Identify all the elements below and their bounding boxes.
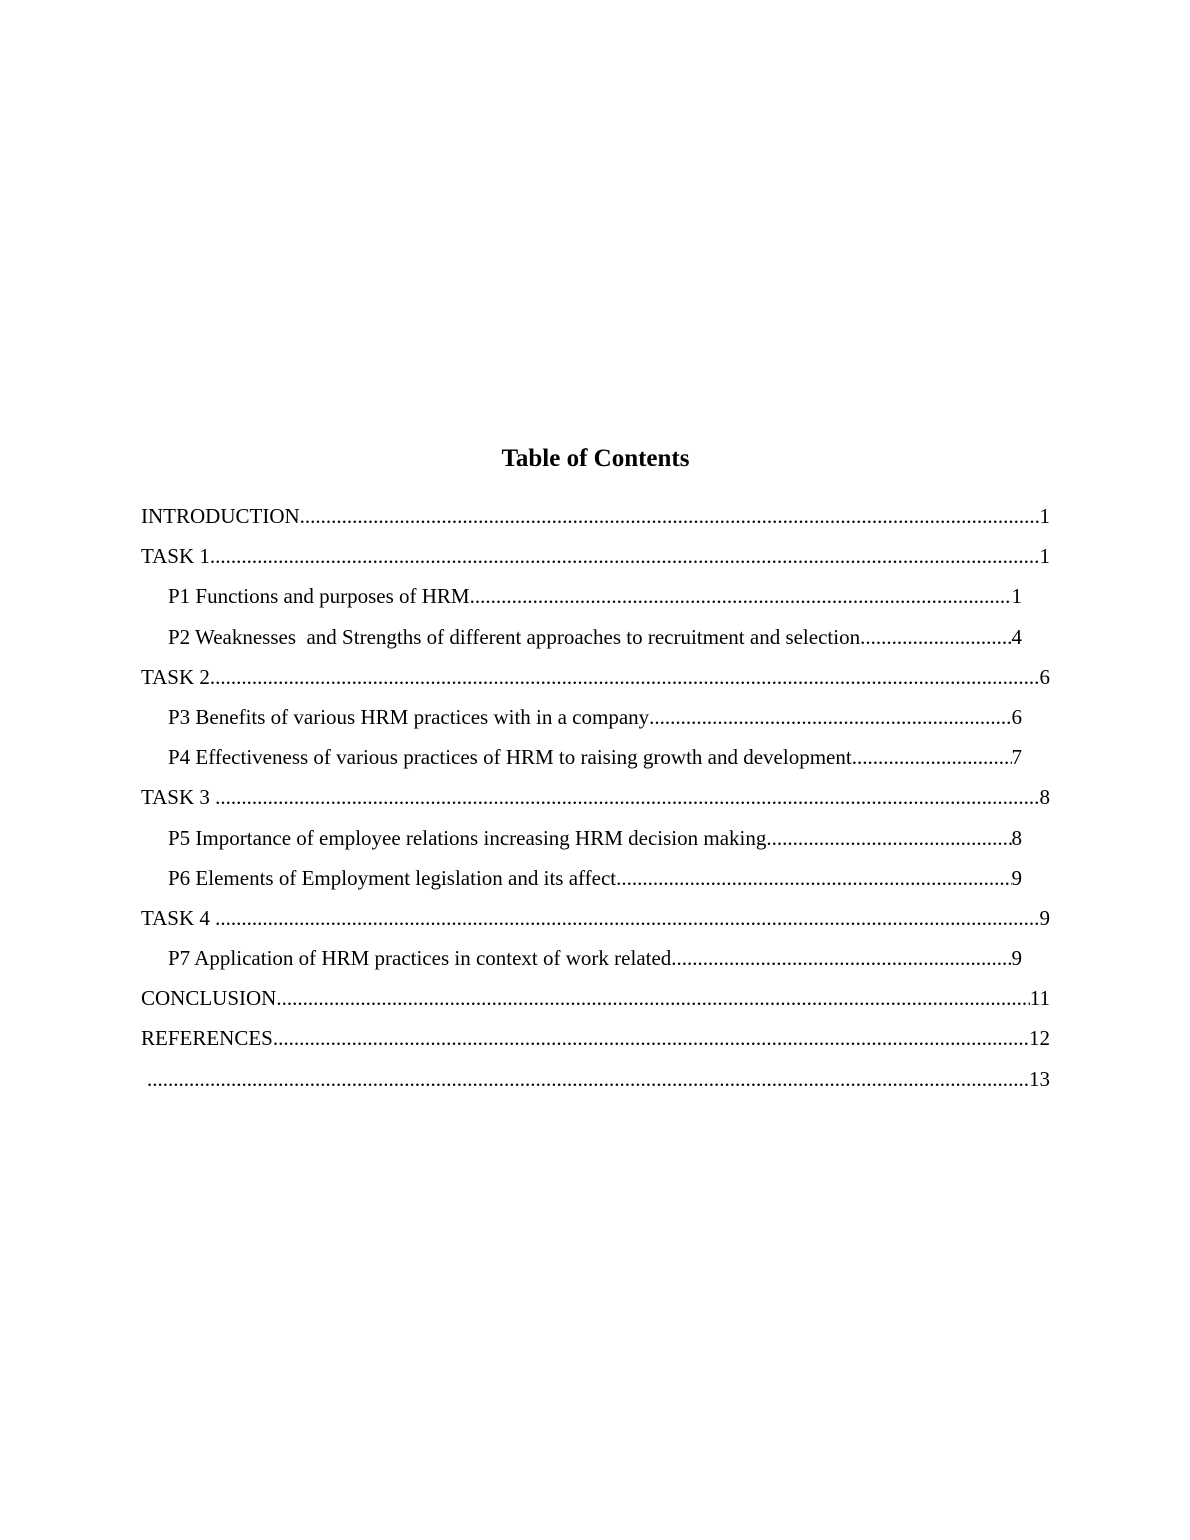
toc-entry-p5[interactable] <box>168 818 1022 858</box>
toc-page-number: 7 <box>1011 745 1022 770</box>
toc-entry-text: P4 Effectiveness of various practices of HRM to raising growth and development <box>168 745 852 770</box>
toc-title: Table of Contents <box>501 445 690 472</box>
toc-page-number: 13 <box>1029 1066 1050 1091</box>
toc-entry-text: TASK 1 <box>141 544 210 569</box>
toc-page-number: 8 <box>1011 825 1022 850</box>
toc-page-number: 1 <box>1011 584 1022 609</box>
toc-leader-dots <box>215 898 1039 938</box>
toc-page-number: 6 <box>1011 704 1022 729</box>
toc-leader-dots <box>300 496 1040 536</box>
toc-page-number: 1 <box>1039 544 1050 569</box>
toc-page-number: 4 <box>1011 624 1022 649</box>
toc-page-number: 9 <box>1011 946 1022 971</box>
toc-entry-p7[interactable] <box>168 938 1022 978</box>
toc-entry-text: P5 Importance of employee relations increasing HRM decision making <box>168 825 767 850</box>
toc-entry-text: TASK 3 <box>141 785 216 810</box>
toc-entry-conclusion[interactable] <box>141 978 1050 1018</box>
toc-entry-text: TASK 2 <box>141 664 210 689</box>
toc-leader-dots <box>860 617 1011 657</box>
toc-entry-text: CONCLUSION <box>141 986 277 1011</box>
toc-entry-text: P3 Benefits of various HRM practices with in a company <box>168 704 650 729</box>
toc-entry-p6[interactable] <box>168 858 1022 898</box>
toc-list <box>141 496 1050 1099</box>
toc-leader-dots <box>215 777 1039 817</box>
toc-page-number: 9 <box>1011 865 1022 890</box>
toc-entry-task-3[interactable] <box>141 777 1050 817</box>
toc-page-number: 8 <box>1039 785 1050 810</box>
toc-leader-dots <box>210 657 1040 697</box>
toc-entry-task-1[interactable] <box>141 536 1050 576</box>
toc-entry-text: INTRODUCTION <box>141 504 300 528</box>
toc-entry-text: P2 Weaknesses and Strengths of different approaches to recruitment and selection <box>168 624 861 649</box>
toc-entry-p1[interactable] <box>168 576 1022 616</box>
toc-entry-text: P1 Functions and purposes of HRM <box>168 584 470 609</box>
toc-entry-text: REFERENCES <box>141 1026 273 1051</box>
toc-leader-dots <box>273 1018 1029 1058</box>
toc-entry-p2[interactable] <box>168 617 1022 657</box>
toc-leader-dots <box>470 576 1012 616</box>
toc-entry-untitled[interactable] <box>141 1059 1050 1099</box>
toc-page-number: 12 <box>1029 1026 1050 1051</box>
toc-leader-dots <box>852 737 1012 777</box>
toc-page-number: 11 <box>1029 986 1050 1011</box>
toc-leader-dots <box>147 1059 1029 1099</box>
toc-page-number: 9 <box>1039 905 1050 930</box>
toc-leader-dots <box>276 978 1029 1018</box>
toc-entry-p4[interactable] <box>168 737 1022 777</box>
toc-entry-text: TASK 4 <box>141 905 216 930</box>
toc-page-number: 6 <box>1039 664 1050 689</box>
toc-leader-dots <box>210 536 1040 576</box>
toc-entry-introduction[interactable] <box>141 496 1050 536</box>
toc-entry-text: P6 Elements of Employment legislation and its affect <box>168 865 617 890</box>
table-of-contents <box>141 436 1050 1099</box>
toc-entry-p3[interactable] <box>168 697 1022 737</box>
toc-leader-dots <box>766 818 1011 858</box>
toc-leader-dots <box>671 938 1011 978</box>
toc-entry-references[interactable] <box>141 1018 1050 1058</box>
toc-leader-dots <box>616 858 1011 898</box>
toc-leader-dots <box>649 697 1011 737</box>
toc-entry-task-2[interactable] <box>141 657 1050 697</box>
toc-page-number: 1 <box>1039 504 1050 528</box>
toc-entry-text: P7 Application of HRM practices in context of work related <box>168 946 672 971</box>
toc-entry-task-4[interactable] <box>141 898 1050 938</box>
